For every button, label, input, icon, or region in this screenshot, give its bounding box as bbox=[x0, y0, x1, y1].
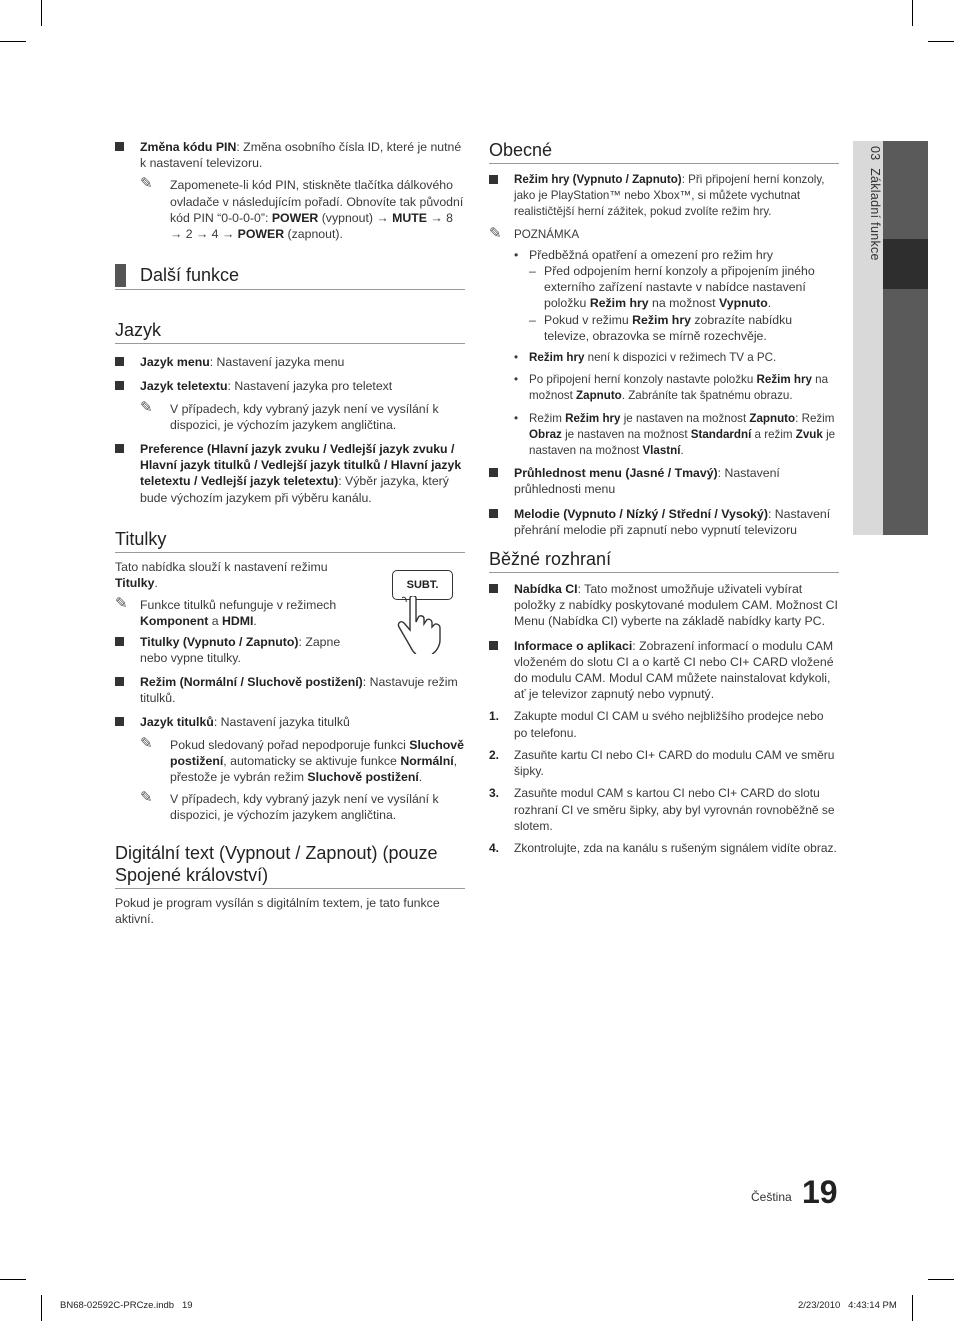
crop-mark bbox=[928, 41, 954, 42]
chapter-label: 03 Základní funkce bbox=[868, 146, 882, 261]
bullet-square-icon bbox=[489, 584, 498, 593]
list-item: Režim hry (Vypnuto / Zapnuto): Při připojení herní konzoly, jako je PlayStation™ nebo Xbox™, si můžete vychutnat realističtější herní zážitek, pokud zvolíte režim hry. bbox=[489, 172, 839, 221]
crop-mark bbox=[0, 1279, 26, 1280]
crop-mark bbox=[41, 0, 42, 26]
heading-obecne: Obecné bbox=[489, 139, 839, 164]
list-item: Titulky (Vypnuto / Zapnuto): Zapne nebo vypne titulky. bbox=[115, 634, 350, 666]
note-bullet: • Režim Režim hry je nastaven na možnost Zapnuto: Režim Obraz je nastaven na možnost Standardní a režim Zvuk je nastaven na možnost Vlastní. bbox=[514, 411, 836, 458]
pencil-note-icon: ✎ bbox=[140, 175, 153, 193]
note-header: ✎ POZNÁMKA bbox=[489, 224, 580, 242]
titulky-intro: Tato nabídka slouží k nastavení režimu Titulky. bbox=[115, 559, 328, 591]
list-item: Průhlednost menu (Jasné / Tmavý): Nastavení průhlednosti menu bbox=[489, 465, 839, 497]
heading-bezne-rozhrani: Běžné rozhraní bbox=[489, 548, 839, 573]
right-column bbox=[489, 139, 839, 856]
note-bullet: • Režim hry není k dispozici v režimech TV a PC. bbox=[514, 351, 777, 365]
note-bullet: • Po připojení herní konzoly nastavte položku Režim hry na možnost Zapnuto. Zabráníte tak špatnému obrazu. bbox=[514, 373, 829, 403]
step-item: 3. Zasuňte modul CAM s kartou CI nebo CI+ CARD do slotu rozhraní CI ve směru šipky, aby byl vyrovnán rovnoběžně se slotem. bbox=[489, 786, 835, 833]
list-item: Jazyk teletextu: Nastavení jazyka pro teletext bbox=[115, 378, 465, 394]
list-item: Změna kódu PIN: Změna osobního čísla ID, které je nutné k nastavení televizoru. bbox=[115, 139, 465, 171]
pencil-note-icon: ✎ bbox=[140, 398, 153, 416]
footer-file: BN68-02592C-PRCze.indb 19 bbox=[60, 1300, 193, 1311]
crop-mark bbox=[912, 0, 913, 26]
bullet-square-icon bbox=[115, 637, 124, 646]
list-item: Jazyk titulků: Nastavení jazyka titulků bbox=[115, 714, 465, 730]
step-item: 2. Zasuňte kartu CI nebo CI+ CARD do modulu CAM ve směru šipky. bbox=[489, 747, 835, 779]
list-item: Režim (Normální / Sluchově postižení): Nastavuje režim titulků. bbox=[115, 674, 465, 706]
heading-titulky: Titulky bbox=[115, 528, 465, 553]
list-item: Jazyk menu: Nastavení jazyka menu bbox=[115, 354, 465, 370]
step-item: 4. Zkontrolujte, zda na kanálu s rušeným signálem vidíte obraz. bbox=[489, 840, 837, 855]
bullet-square-icon bbox=[115, 357, 124, 366]
crop-mark bbox=[912, 1295, 913, 1321]
page-number: 19 bbox=[802, 1174, 838, 1210]
list-item: Informace o aplikaci: Zobrazení informací o modulu CAM vloženém do slotu CI a o kartě CI nebo CI+ CARD vložené do modulu CAM. Modul CAM můžete nainstalovat kdykoli, ať je televizor zapnutý nebo vypnutý. bbox=[489, 638, 839, 703]
list-item: Melodie (Vypnuto / Nízký / Střední / Vysoký): Nastavení přehrání melodie při zapnutí nebo vypnutí televizoru bbox=[489, 506, 839, 538]
pencil-note-icon: ✎ bbox=[140, 789, 153, 807]
heading-digital-text: Digitální text (Vypnout / Zapnout) (pouze Spojené království) bbox=[115, 842, 465, 889]
crop-mark bbox=[0, 41, 26, 42]
note: ✎ Pokud sledovaný pořad nepodporuje funkci Sluchově postižení, automaticky se aktivuje funkce Normální, přestože je vybrán režim Sluchově postižení. bbox=[140, 734, 464, 785]
pencil-note-icon: ✎ bbox=[115, 595, 128, 613]
bullet-square-icon bbox=[489, 641, 498, 650]
bullet-square-icon bbox=[115, 142, 124, 151]
list-item: Nabídka CI: Tato možnost umožňuje uživateli vybírat položky z nabídky poskytované modulem CAM. Možnost CI Menu (Nabídka CI) vyberte na základě nabídky karty PC. bbox=[489, 581, 839, 630]
subt-remote-button: SUBT. bbox=[392, 570, 453, 600]
note-dash: – Před odpojením herní konzoly a připojením jiného externího zařízení nastavte v nabídce nastavení položku Režim hry na možnost Vypnuto. bbox=[529, 264, 815, 311]
section-marker bbox=[115, 264, 126, 287]
footer-datetime: 2/23/2010 4:43:14 PM bbox=[798, 1300, 897, 1311]
bullet-square-icon bbox=[115, 677, 124, 686]
note: ✎ V případech, kdy vybraný jazyk není ve vysílání k dispozici, je výchozím jazykem angličtina. bbox=[140, 398, 439, 432]
section-title: Další funkce bbox=[115, 264, 465, 290]
note: ✎ Funkce titulků nefunguje v režimech Komponent a HDMI. bbox=[115, 595, 337, 629]
chapter-tab-marker bbox=[883, 239, 928, 289]
heading-jazyk: Jazyk bbox=[115, 319, 465, 344]
bullet-square-icon bbox=[489, 468, 498, 477]
note-bullet: • Předběžná opatření a omezení pro režim hry bbox=[514, 247, 774, 262]
bullet-square-icon bbox=[115, 444, 124, 453]
bullet-square-icon bbox=[489, 175, 498, 184]
crop-mark bbox=[41, 1295, 42, 1321]
note: ✎ Zapomenete-li kód PIN, stiskněte tlačítka dálkového ovladače v následujícím pořadí. Obnovíte tak původní kód PIN “0-0-0-0”: POWER (vypnout) → MUTE → 8 → 2 → 4 → POWER (zapnout). bbox=[140, 175, 464, 242]
digital-text-desc: Pokud je program vysílán s digitálním textem, je tato funkce aktivní. bbox=[115, 895, 440, 926]
note: ✎ V případech, kdy vybraný jazyk není ve vysílání k dispozici, je výchozím jazykem angličtina. bbox=[140, 789, 439, 823]
step-item: 1. Zakupte modul CI CAM u svého nejbližšího prodejce nebo po telefonu. bbox=[489, 709, 824, 740]
crop-mark bbox=[928, 1279, 954, 1280]
left-column bbox=[115, 139, 465, 927]
list-item: Preference (Hlavní jazyk zvuku / Vedlejší jazyk zvuku / Hlavní jazyk titulků / Vedlejší jazyk titulků / Hlavní jazyk teletextu / Vedlejší jazyk teletextu): Výběr jazyka, který bude výchozím jazykem při výběru kanálu. bbox=[115, 441, 465, 506]
pencil-note-icon: ✎ bbox=[489, 224, 502, 242]
bullet-square-icon bbox=[489, 509, 498, 518]
note-dash: – Pokud v režimu Režim hry zobrazíte nabídku televize, obrazovka se mírně rozechvěje. bbox=[529, 312, 793, 343]
page-language: Čeština bbox=[751, 1190, 792, 1204]
pencil-note-icon: ✎ bbox=[140, 734, 153, 752]
chapter-tab-band bbox=[883, 141, 928, 535]
hand-pointer-icon bbox=[392, 596, 454, 654]
bullet-square-icon bbox=[115, 717, 124, 726]
bullet-square-icon bbox=[115, 381, 124, 390]
